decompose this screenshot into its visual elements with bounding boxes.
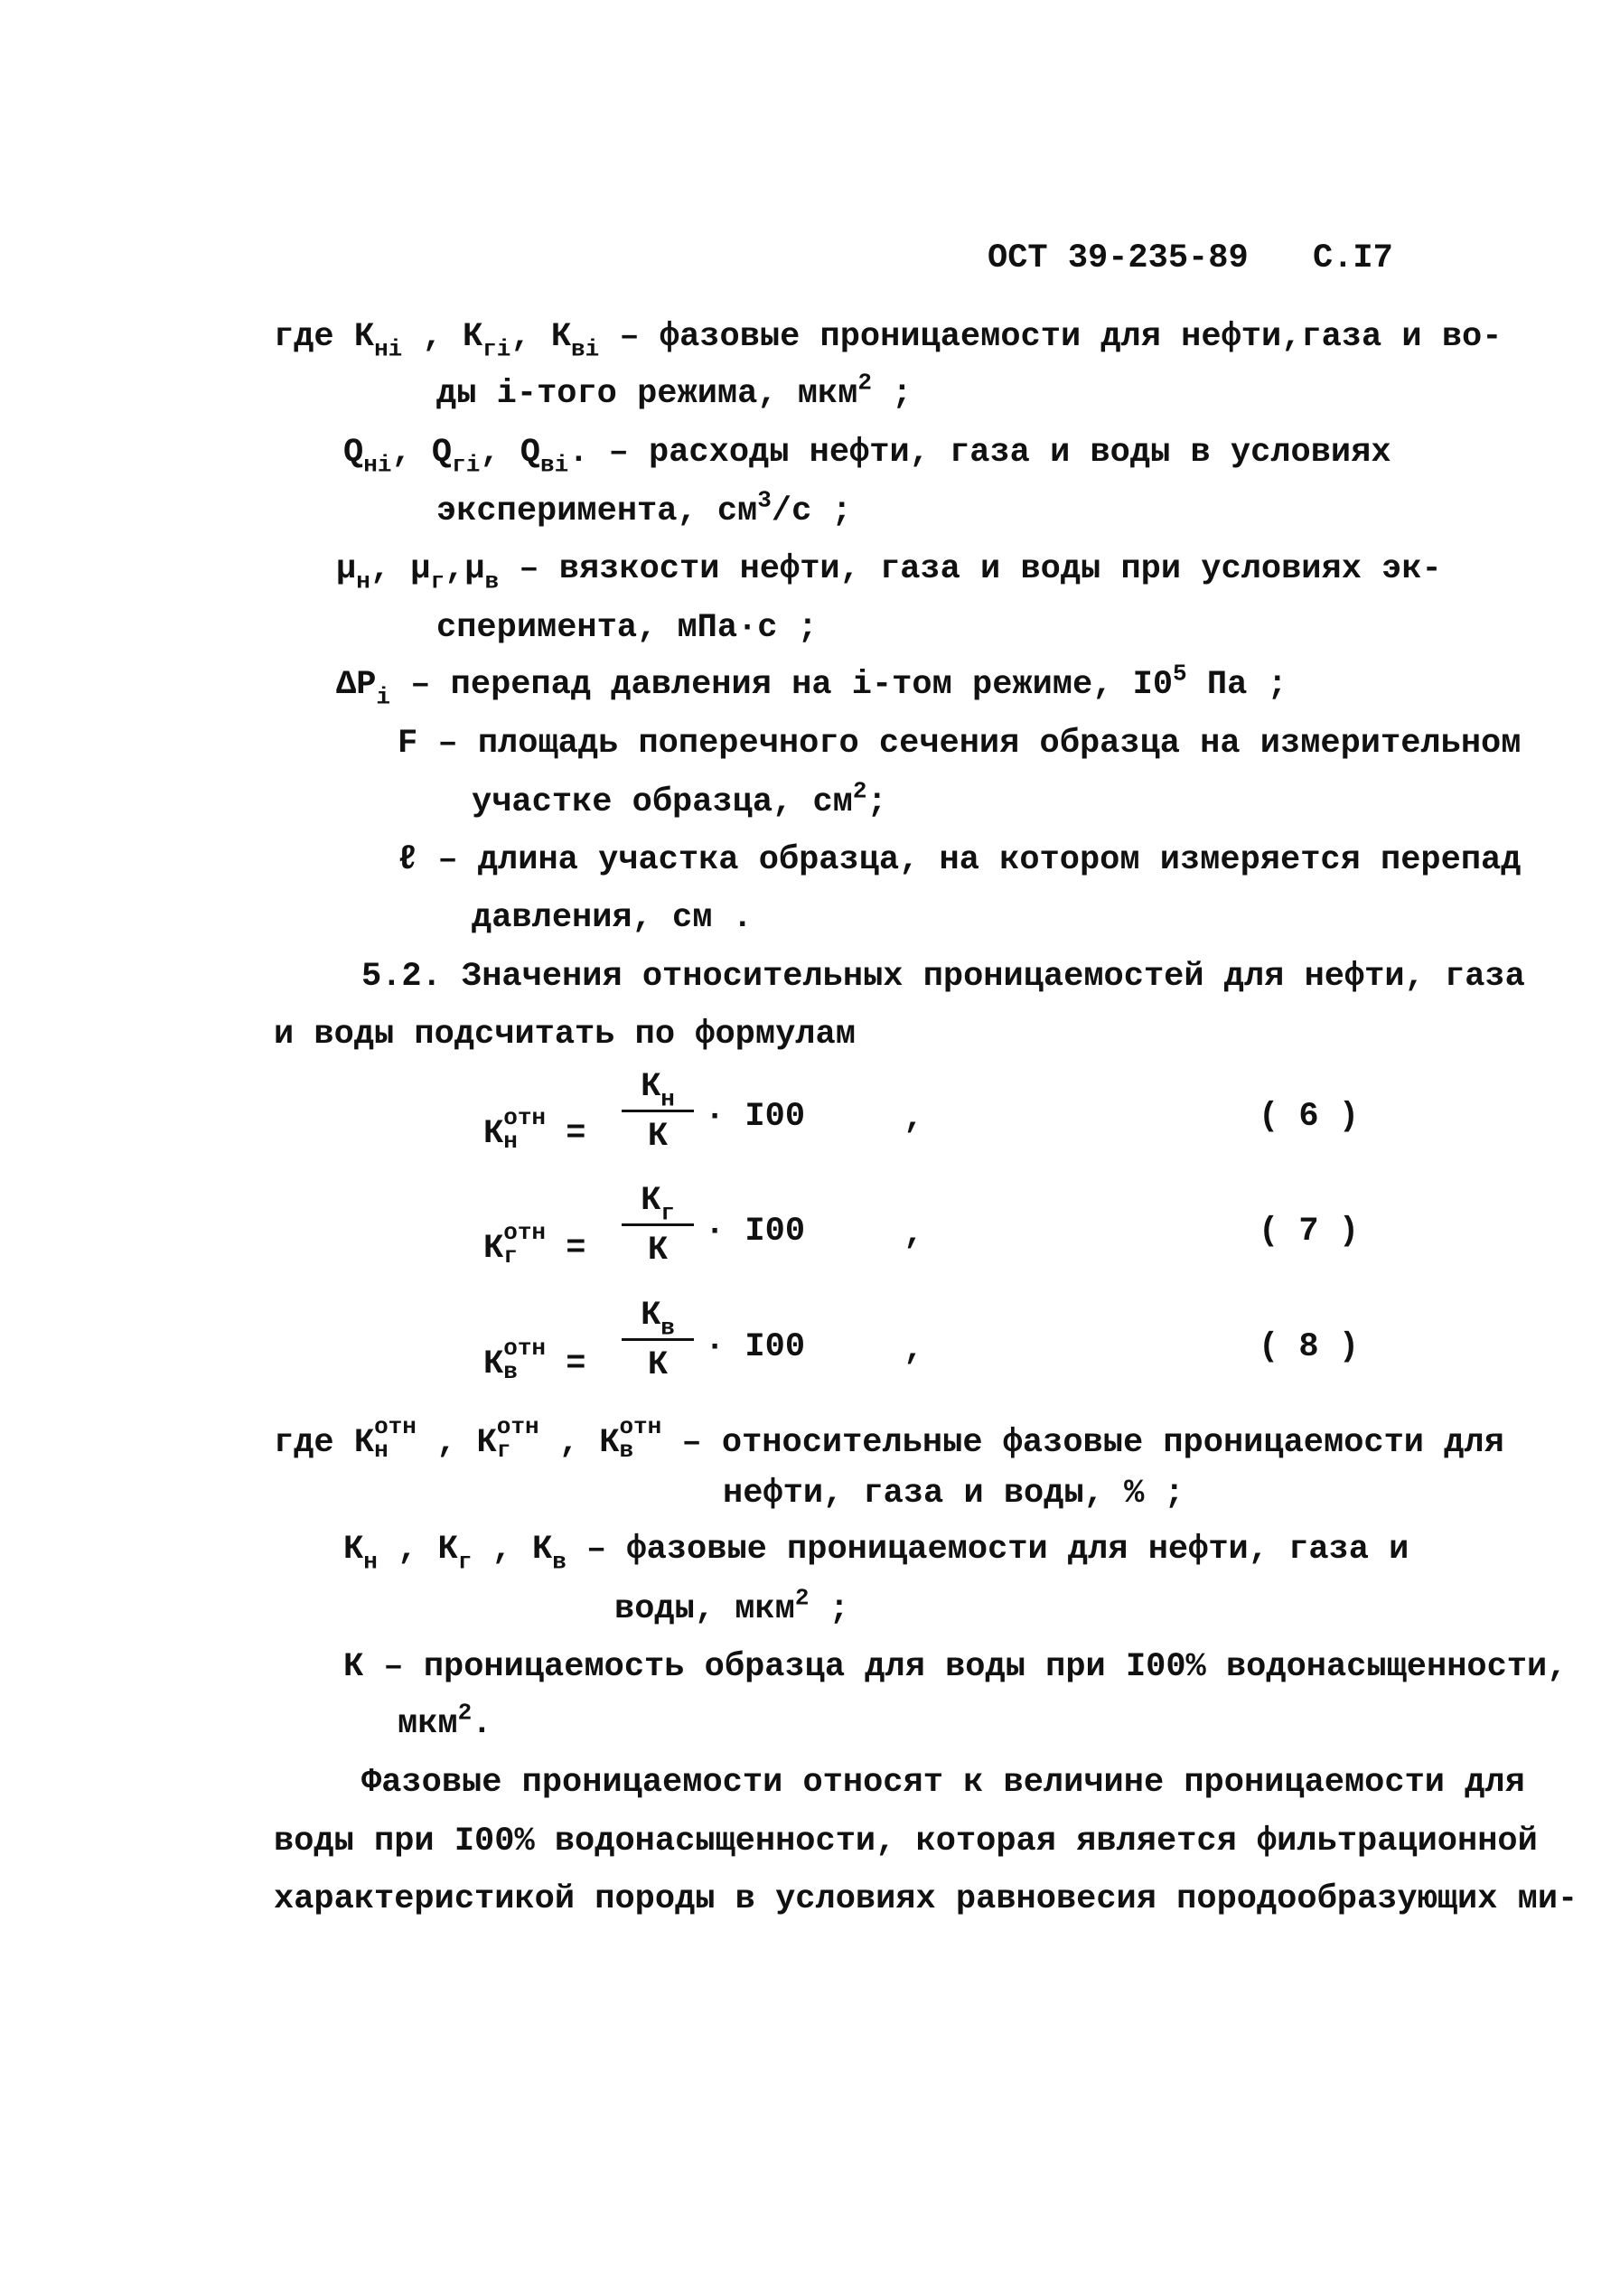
def-flowrates-line: $Q_{нi}$, $Q_{гi}$, $Q_{вi}$. – расходы нефти, газа и воды в условиях bbox=[343, 434, 1391, 479]
formula-7-multiplier: · I00 bbox=[705, 1213, 806, 1251]
closing-line2: воды при I00% водонасыщенности, которая является фильтрационной bbox=[274, 1823, 1538, 1860]
document-code: ОСТ 39-235-89 bbox=[988, 239, 1249, 277]
def-relative-permeability-cont: нефти, газа и воды, % ; bbox=[723, 1475, 1185, 1513]
formula-6-number: ( 6 ) bbox=[1259, 1098, 1360, 1136]
para-5-2-line2: и воды подсчитать по формулам bbox=[274, 1016, 856, 1054]
def-length: ℓ – длина участка образца, на котором измеряется перепад bbox=[398, 841, 1522, 879]
def-phase-permeability-cont: воды, мкм$^2$ ; bbox=[614, 1584, 849, 1628]
formula-6-lhs: К отн н = bbox=[483, 1104, 586, 1155]
formula-7-lhs: К отн г = bbox=[483, 1219, 586, 1270]
page-number: С.I7 bbox=[1313, 239, 1393, 277]
def-cross-section-cont: участке образца, $см^2$; bbox=[472, 777, 887, 821]
def-permeability-line: где $К_{нi}$ , $К_{гi}$, $К_{вi}$ – фазовые проницаемости для нефти,газа и во- bbox=[274, 318, 1503, 363]
closing-line1: Фазовые проницаемости относят к величине проницаемости для bbox=[361, 1764, 1525, 1802]
def-length-cont: давления, см . bbox=[472, 899, 753, 937]
def-sample-permeability: К – проницаемость образца для воды при I00% водонасыщенности, bbox=[343, 1648, 1568, 1686]
formula-8-lhs: К отн в = bbox=[483, 1335, 586, 1385]
formula-6-multiplier: · I00 bbox=[705, 1098, 806, 1136]
para-5-2-line1: 5.2. Значения относительных проницаемостей для нефти, газа bbox=[361, 958, 1525, 996]
formula-8-multiplier: · I00 bbox=[705, 1328, 806, 1366]
formula-8-fraction: $К_в$ К bbox=[622, 1297, 694, 1384]
formula-8-number: ( 8 ) bbox=[1259, 1328, 1360, 1366]
formula-7-number: ( 7 ) bbox=[1259, 1213, 1360, 1251]
def-relative-permeability: где К отн н , К отн г , К отн в – относительные фазовые проницаемости для bbox=[274, 1413, 1504, 1464]
def-pressure-drop: $\Delta P_i$ – перепад давления на i-том режиме, $I0^5$ Па ; bbox=[336, 660, 1288, 711]
formula-7-comma: , bbox=[904, 1215, 924, 1253]
def-phase-permeability: $К_н$ , $К_г$ , $К_в$ – фазовые проницаемости для нефти, газа и bbox=[343, 1531, 1409, 1576]
formula-7-fraction: $К_г$ К bbox=[622, 1182, 694, 1270]
formula-8-comma: , bbox=[904, 1331, 924, 1369]
closing-line3: характеристикой породы в условиях равновесия породообразующих ми- bbox=[274, 1880, 1578, 1918]
def-permeability-cont: ды i-того режима, мкм$^2$ ; bbox=[436, 369, 913, 413]
def-cross-section: F – площадь поперечного сечения образца на измерительном bbox=[398, 725, 1522, 763]
def-flowrates-cont: эксперимента, $см^3/с$ ; bbox=[436, 486, 852, 530]
def-sample-permeability-cont: мкм$^2$. bbox=[398, 1699, 492, 1743]
def-viscosity-cont: сперимента, мПа·с ; bbox=[436, 609, 818, 647]
def-viscosity-line: $\mu_н$, $\mu_г,\mu_в$ – вязкости нефти, газа и воды при условиях эк- bbox=[336, 550, 1442, 595]
formula-6-fraction: $К_н$ К bbox=[622, 1068, 694, 1156]
formula-6-comma: , bbox=[904, 1100, 924, 1138]
